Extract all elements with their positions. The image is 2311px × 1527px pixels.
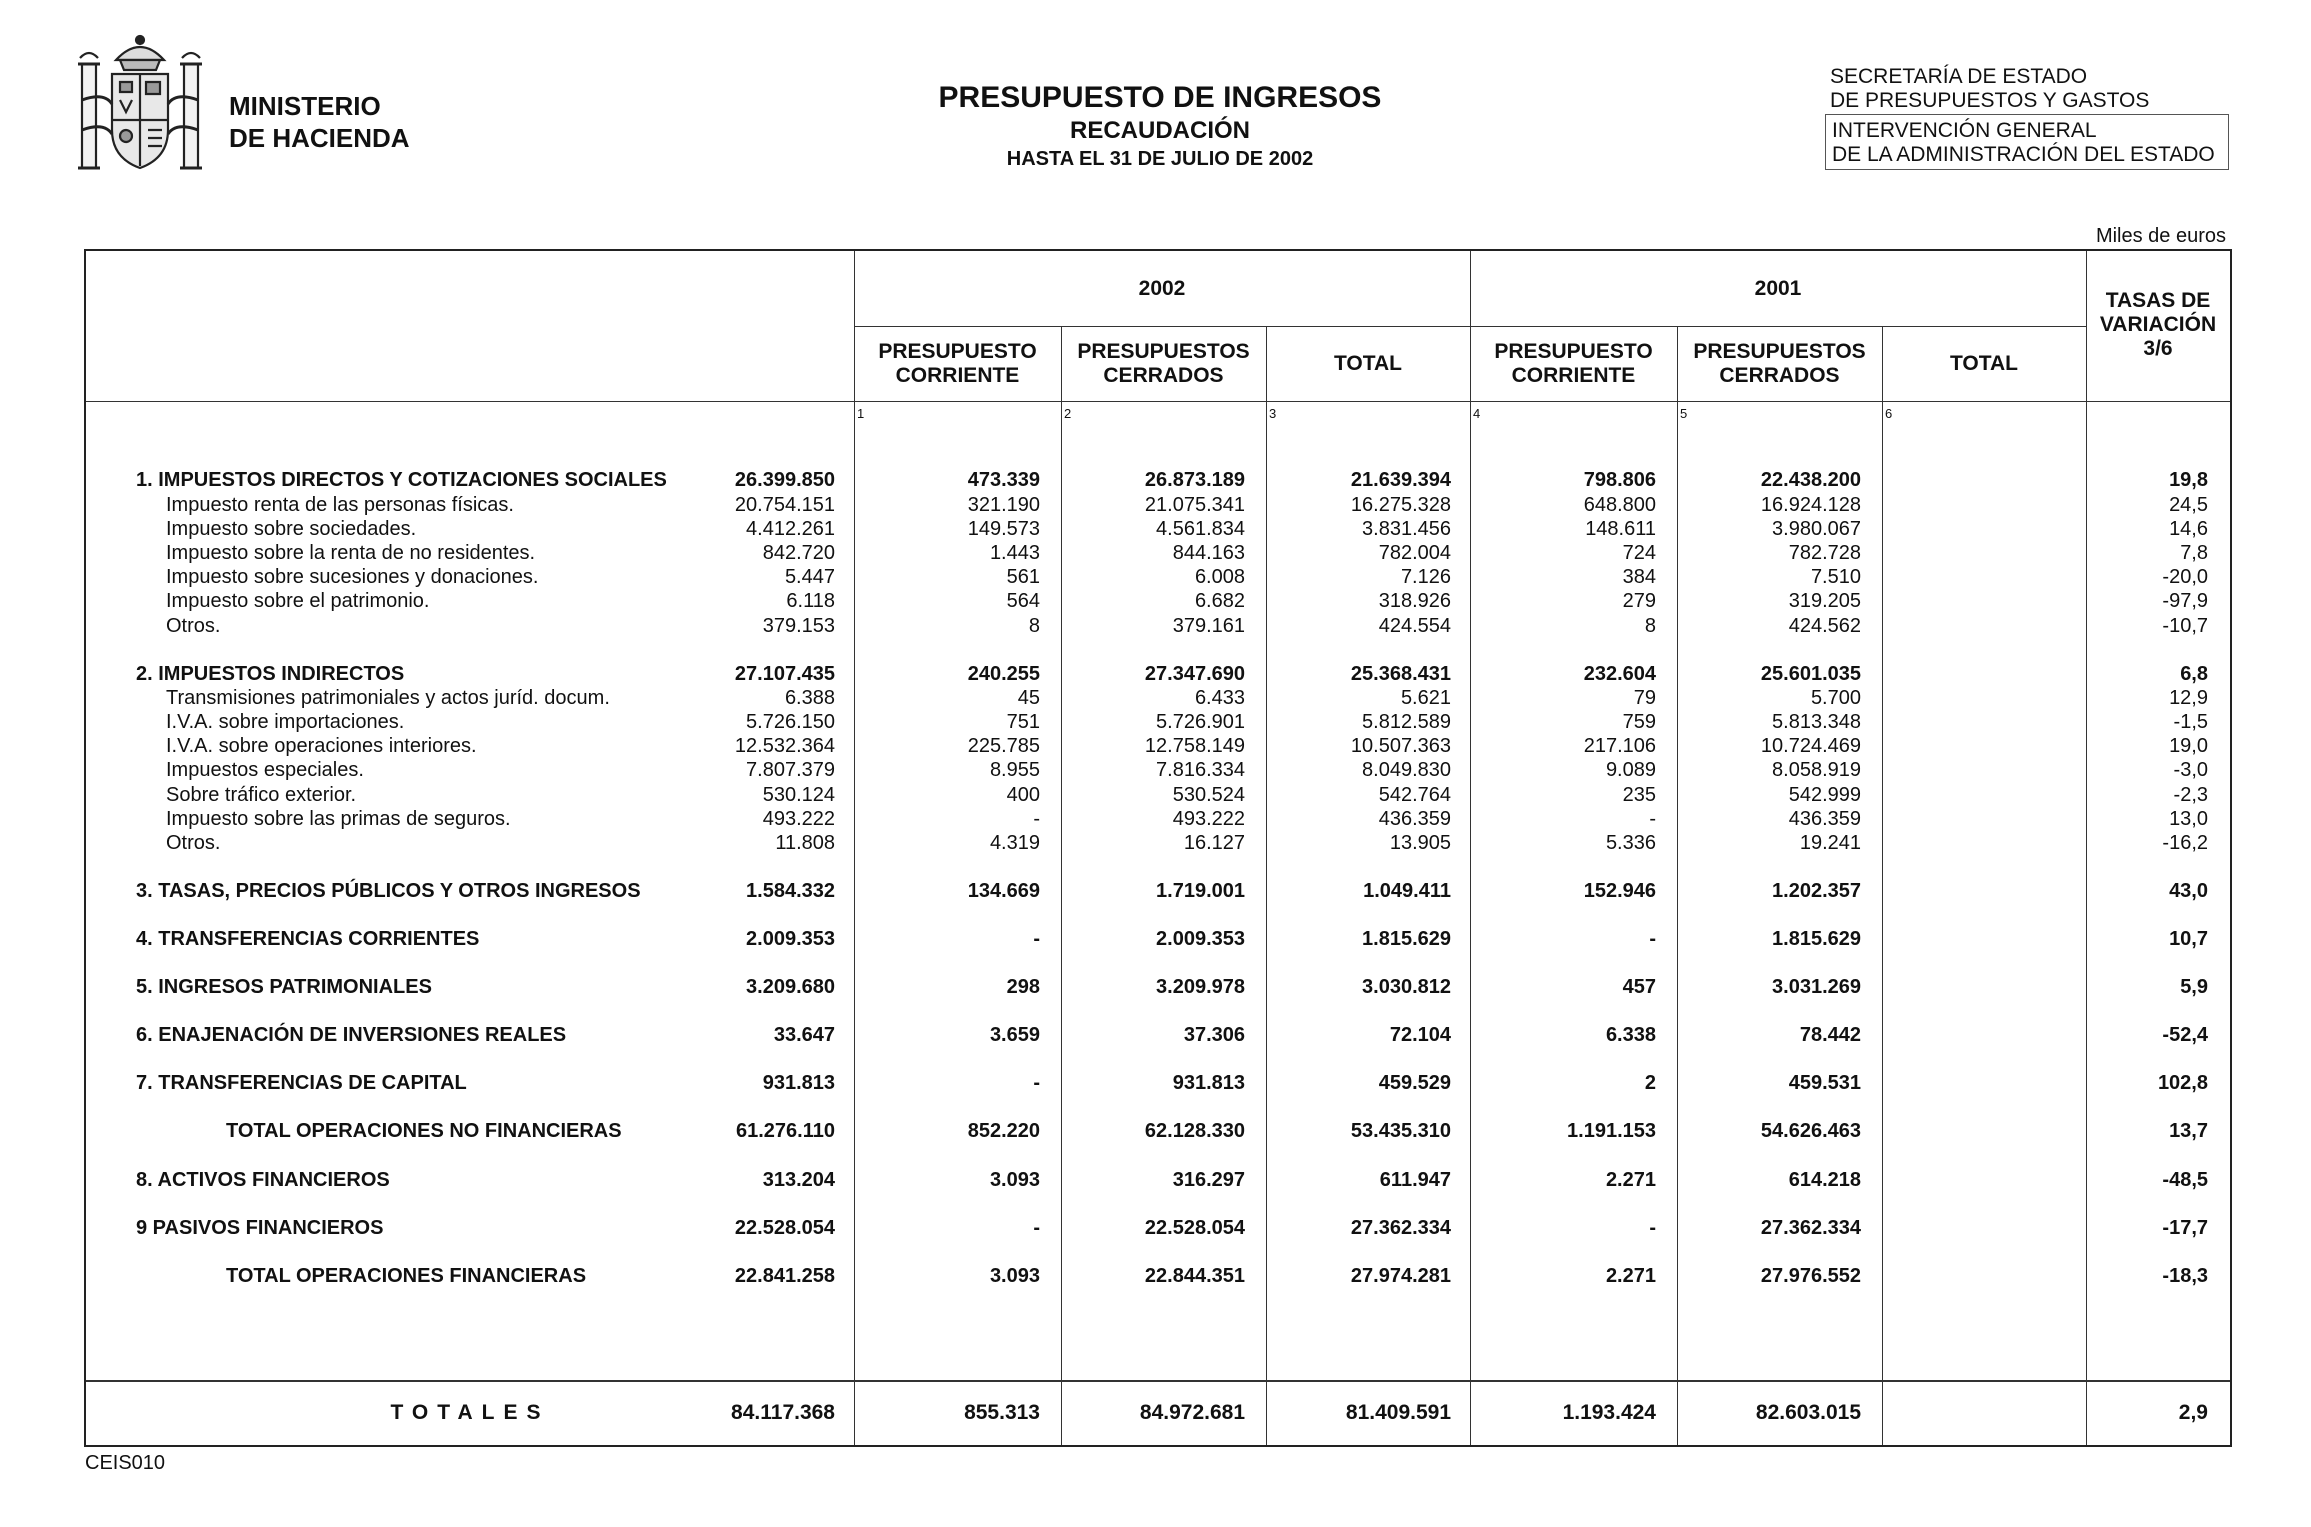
row-value-cell: 3.209.680 [746, 976, 835, 998]
row-value-cell: 542.764 [1378, 784, 1451, 806]
row-value-cell: - [1649, 808, 1656, 830]
row-value-cell: 614.218 [1788, 1169, 1861, 1191]
row-value-cell: 384 [1622, 566, 1656, 588]
row-value-cell: 319.205 [1788, 590, 1861, 612]
row-label: TOTAL OPERACIONES NO FINANCIERAS [226, 1120, 622, 1142]
row-value-cell: 9.089 [1605, 759, 1656, 781]
row-value-cell: 21.639.394 [1350, 469, 1451, 491]
row-value-cell: 235 [1622, 784, 1656, 806]
row-value-cell: 7.807.379 [746, 759, 835, 781]
table-row [86, 686, 2230, 710]
row-value-cell: 149.573 [967, 518, 1040, 540]
row-value-cell: 530.124 [762, 784, 835, 806]
row-value-cell: 6.388 [784, 687, 835, 709]
header-text: CORRIENTE [1511, 364, 1636, 387]
row-value-cell: -10,7 [2162, 615, 2208, 637]
row-value-cell: 54.626.463 [1760, 1120, 1861, 1142]
row-value-cell: 2.009.353 [746, 928, 835, 950]
row-value-cell: 798.806 [1583, 469, 1656, 491]
row-value-cell: 400 [1006, 784, 1040, 806]
header-text: VARIACIÓN [2099, 313, 2217, 336]
row-value-cell: 424.554 [1378, 615, 1451, 637]
row-label: 5. INGRESOS PATRIMONIALES [136, 976, 432, 998]
totals-label: TOTALES [390, 1401, 550, 1424]
document-title-block [760, 80, 1560, 172]
column-number: 1 [857, 406, 865, 421]
header-text: CERRADOS [1103, 364, 1224, 387]
row-value-cell: 279 [1622, 590, 1656, 612]
row-value-cell: 43,0 [2169, 880, 2208, 902]
form-code: CEIS010 [85, 1452, 166, 1474]
totals-cell: 855.313 [964, 1401, 1040, 1424]
row-value-cell: 4.412.261 [746, 518, 835, 540]
row-label: 4. TRANSFERENCIAS CORRIENTES [136, 928, 480, 950]
row-value-cell: 782.004 [1378, 542, 1451, 564]
ministry-name [229, 90, 410, 154]
row-value-cell: 19.241 [1799, 832, 1861, 854]
row-value-cell: 12.532.364 [734, 735, 835, 757]
row-label: 1. IMPUESTOS DIRECTOS Y COTIZACIONES SOCIALES [136, 469, 667, 491]
row-value-cell: 14,6 [2169, 518, 2208, 540]
totals-cell: 82.603.015 [1755, 1401, 1861, 1424]
row-value-cell: 5.812.589 [1362, 711, 1451, 733]
header-text: PRESUPUESTOS [1077, 340, 1250, 363]
header-presupuesto-corriente-2001 [1470, 327, 1677, 401]
row-value-cell: - [1033, 808, 1040, 830]
row-value-cell: 61.276.110 [736, 1120, 835, 1142]
row-label: I.V.A. sobre importaciones. [166, 711, 405, 733]
row-value-cell: 6.008 [1194, 566, 1245, 588]
row-value-cell: 564 [1006, 590, 1040, 612]
table-row [86, 1023, 2230, 1047]
row-value-cell: 493.222 [762, 808, 835, 830]
row-value-cell: 852.220 [967, 1120, 1040, 1142]
table-row [86, 468, 2230, 492]
totals-cell: 81.409.591 [1345, 1401, 1451, 1424]
year-2002-header: 2002 [1138, 276, 1186, 300]
row-value-cell: 3.093 [989, 1169, 1040, 1191]
header-text: CORRIENTE [895, 364, 1020, 387]
header-text: PRESUPUESTOS [1693, 340, 1866, 363]
row-value-cell: -16,2 [2162, 832, 2208, 854]
row-value-cell: 21.075.341 [1144, 494, 1245, 516]
row-value-cell: 931.813 [1172, 1072, 1245, 1094]
table-row [86, 1264, 2230, 1288]
row-value-cell: 10.507.363 [1350, 735, 1451, 757]
row-value-cell: 8 [1028, 615, 1040, 637]
row-value-cell: 4.319 [989, 832, 1040, 854]
table-row [86, 975, 2230, 999]
row-value-cell: - [1649, 928, 1656, 950]
table-row [86, 517, 2230, 541]
row-value-cell: 493.222 [1172, 808, 1245, 830]
table-row [86, 758, 2230, 782]
table-row [86, 662, 2230, 686]
row-value-cell: 459.531 [1788, 1072, 1861, 1094]
ministry-line-1: MINISTERIO [229, 91, 381, 121]
row-value-cell: 3.031.269 [1772, 976, 1861, 998]
row-value-cell: 24,5 [2169, 494, 2208, 516]
row-value-cell: 13.905 [1389, 832, 1451, 854]
header-text: PRESUPUESTO [1494, 340, 1653, 363]
totals-cell: 84.117.368 [731, 1401, 835, 1424]
row-value-cell: 26.873.189 [1144, 469, 1245, 491]
row-value-cell: 611.947 [1379, 1169, 1451, 1191]
table-row [86, 493, 2230, 517]
row-value-cell: 782.728 [1788, 542, 1861, 564]
row-value-cell: 457 [1622, 976, 1656, 998]
row-value-cell: 1.584.332 [746, 880, 835, 902]
row-value-cell: 298 [1006, 976, 1040, 998]
totals-rule [86, 1380, 2230, 1382]
header-presupuestos-cerrados-2001 [1677, 327, 1882, 401]
row-value-cell: 11.808 [775, 832, 835, 854]
coat-of-arms-icon [76, 30, 204, 182]
column-number: 5 [1680, 406, 1688, 421]
table-row [86, 1168, 2230, 1192]
row-value-cell: 22.844.351 [1144, 1265, 1245, 1287]
row-value-cell: 648.800 [1583, 494, 1656, 516]
row-value-cell: 561 [1006, 566, 1040, 588]
row-label: 2. IMPUESTOS INDIRECTOS [136, 663, 405, 685]
table-row [86, 565, 2230, 589]
row-value-cell: 530.524 [1172, 784, 1245, 806]
row-value-cell: 6.682 [1194, 590, 1245, 612]
row-value-cell: 1.815.629 [1772, 928, 1861, 950]
secretaria-line-1: SECRETARÍA DE ESTADO [1830, 65, 2088, 88]
intervencion-line-2: DE LA ADMINISTRACIÓN DEL ESTADO [1832, 143, 2215, 166]
row-value-cell: 62.128.330 [1144, 1120, 1245, 1142]
row-value-cell: 33.647 [773, 1024, 835, 1046]
table-row [86, 879, 2230, 903]
row-value-cell: 152.946 [1583, 880, 1656, 902]
document-subtitle: RECAUDACIÓN [1070, 117, 1250, 144]
row-value-cell: 6,8 [2180, 663, 2208, 685]
row-value-cell: 1.191.153 [1567, 1120, 1656, 1142]
header-tasas-variacion [2086, 289, 2230, 369]
row-value-cell: 240.255 [967, 663, 1040, 685]
row-value-cell: 7.126 [1400, 566, 1451, 588]
header-bottom-rule [86, 401, 2230, 402]
row-value-cell: 27.976.552 [1760, 1265, 1861, 1287]
row-value-cell: -97,9 [2162, 590, 2208, 612]
row-value-cell: 37.306 [1183, 1024, 1245, 1046]
row-value-cell: 5.621 [1400, 687, 1451, 709]
row-value-cell: 3.980.067 [1772, 518, 1861, 540]
row-value-cell: 8.049.830 [1362, 759, 1451, 781]
header-text: CERRADOS [1719, 364, 1840, 387]
header-total-2001: TOTAL [1949, 352, 2019, 375]
table-row [86, 710, 2230, 734]
document-title: PRESUPUESTO DE INGRESOS [938, 81, 1382, 114]
row-value-cell: 22.528.054 [734, 1217, 835, 1239]
column-number: 3 [1269, 406, 1277, 421]
row-label: Otros. [166, 832, 221, 854]
row-label: TOTAL OPERACIONES FINANCIERAS [226, 1265, 587, 1287]
secretaria-block [1830, 65, 2149, 113]
row-value-cell: 2.271 [1605, 1169, 1656, 1191]
table-row [86, 831, 2230, 855]
row-value-cell: 459.529 [1378, 1072, 1451, 1094]
row-value-cell: 2.009.353 [1156, 928, 1245, 950]
column-number: 2 [1064, 406, 1072, 421]
row-value-cell: 10,7 [2169, 928, 2208, 950]
row-value-cell: 759 [1622, 711, 1656, 733]
row-value-cell: 102,8 [2157, 1072, 2208, 1094]
secretaria-line-2: DE PRESUPUESTOS Y GASTOS [1830, 89, 2150, 112]
row-value-cell: 5.700 [1810, 687, 1861, 709]
row-value-cell: 45 [1017, 687, 1040, 709]
row-value-cell: 8.955 [989, 759, 1040, 781]
row-label: 7. TRANSFERENCIAS DE CAPITAL [136, 1072, 467, 1094]
row-value-cell: 318.926 [1378, 590, 1451, 612]
totals-cell: 1.193.424 [1562, 1401, 1656, 1424]
row-value-cell: - [1033, 1217, 1040, 1239]
row-value-cell: 26.399.850 [734, 469, 835, 491]
row-value-cell: 217.106 [1583, 735, 1656, 757]
row-value-cell: 25.368.431 [1350, 663, 1451, 685]
row-value-cell: 3.659 [989, 1024, 1040, 1046]
row-value-cell: 7,8 [2180, 542, 2208, 564]
row-value-cell: 27.362.334 [1760, 1217, 1861, 1239]
row-value-cell: 6.338 [1605, 1024, 1656, 1046]
row-label: 6. ENAJENACIÓN DE INVERSIONES REALES [136, 1024, 567, 1046]
row-label: Impuesto renta de las personas físicas. [166, 494, 514, 516]
row-value-cell: 844.163 [1172, 542, 1245, 564]
header-text: 3/6 [2143, 337, 2173, 360]
table-row [86, 589, 2230, 613]
row-value-cell: 27.362.334 [1350, 1217, 1451, 1239]
row-label: I.V.A. sobre operaciones interiores. [166, 735, 477, 757]
row-value-cell: 8 [1644, 615, 1656, 637]
row-value-cell: - [1033, 928, 1040, 950]
row-value-cell: 78.442 [1799, 1024, 1861, 1046]
intervencion-line-1: INTERVENCIÓN GENERAL [1832, 119, 2097, 142]
document-period: HASTA EL 31 DE JULIO DE 2002 [1006, 148, 1314, 170]
row-label: Impuesto sobre la renta de no residentes. [166, 542, 536, 564]
row-label: Transmisiones patrimoniales y actos juríd. docum. [166, 687, 610, 709]
row-value-cell: -2,3 [2173, 784, 2208, 806]
row-value-cell: 379.153 [762, 615, 835, 637]
row-value-cell: 12,9 [2169, 687, 2208, 709]
row-value-cell: 72.104 [1389, 1024, 1451, 1046]
row-value-cell: 10.724.469 [1760, 735, 1861, 757]
totals-row [86, 1399, 2230, 1427]
row-value-cell: 5.336 [1605, 832, 1656, 854]
row-value-cell: - [1033, 1072, 1040, 1094]
totals-cell: 84.972.681 [1139, 1401, 1245, 1424]
row-label: Otros. [166, 615, 221, 637]
row-value-cell: - [1649, 1217, 1656, 1239]
row-value-cell: 2.271 [1605, 1265, 1656, 1287]
table-row [86, 783, 2230, 807]
row-value-cell: 53.435.310 [1350, 1120, 1451, 1142]
table-row [86, 614, 2230, 638]
row-value-cell: 27.347.690 [1144, 663, 1245, 685]
row-value-cell: 16.275.328 [1350, 494, 1451, 516]
row-label: Impuesto sobre el patrimonio. [166, 590, 430, 612]
row-label: 9 PASIVOS FINANCIEROS [136, 1217, 384, 1239]
row-value-cell: 148.611 [1585, 518, 1656, 540]
row-value-cell: 542.999 [1788, 784, 1861, 806]
row-value-cell: 5.726.150 [746, 711, 835, 733]
row-value-cell: 1.719.001 [1156, 880, 1245, 902]
row-value-cell: 316.297 [1172, 1169, 1245, 1191]
row-value-cell: 7.816.334 [1156, 759, 1245, 781]
row-value-cell: -52,4 [2162, 1024, 2208, 1046]
row-value-cell: 473.339 [967, 469, 1040, 491]
row-value-cell: 22.438.200 [1760, 469, 1861, 491]
table-row [86, 541, 2230, 565]
row-value-cell: 27.107.435 [734, 663, 835, 685]
row-value-cell: 20.754.151 [734, 494, 835, 516]
row-value-cell: 842.720 [762, 542, 835, 564]
row-value-cell: 751 [1006, 711, 1040, 733]
row-value-cell: 8.058.919 [1772, 759, 1861, 781]
row-value-cell: 12.758.149 [1144, 735, 1245, 757]
column-number: 4 [1473, 406, 1481, 421]
row-value-cell: 22.528.054 [1144, 1217, 1245, 1239]
row-value-cell: 1.049.411 [1363, 880, 1451, 902]
row-value-cell: 436.359 [1378, 808, 1451, 830]
row-value-cell: 232.604 [1583, 663, 1656, 685]
row-value-cell: 19,0 [2169, 735, 2208, 757]
revenue-table [84, 249, 2232, 1447]
row-value-cell: 321.190 [967, 494, 1040, 516]
row-value-cell: 5.813.348 [1772, 711, 1861, 733]
row-value-cell: 225.785 [967, 735, 1040, 757]
row-label: Impuesto sobre las primas de seguros. [166, 808, 511, 830]
row-value-cell: 931.813 [762, 1072, 835, 1094]
totals-cell: 2,9 [2178, 1401, 2208, 1424]
units-label: Miles de euros [2095, 225, 2226, 247]
row-value-cell: 6.433 [1194, 687, 1245, 709]
row-value-cell: 27.974.281 [1350, 1265, 1451, 1287]
row-value-cell: 5.447 [784, 566, 835, 588]
row-value-cell: 7.510 [1810, 566, 1861, 588]
year-2001-header: 2001 [1754, 276, 1802, 300]
intervencion-box [1825, 114, 2229, 170]
column-number: 6 [1885, 406, 1893, 421]
row-value-cell: 3.093 [989, 1265, 1040, 1287]
row-value-cell: 13,7 [2169, 1120, 2208, 1142]
row-value-cell: 25.601.035 [1760, 663, 1861, 685]
row-value-cell: 379.161 [1172, 615, 1245, 637]
row-value-cell: 6.118 [786, 590, 835, 612]
row-value-cell: 16.924.128 [1760, 494, 1861, 516]
row-value-cell: -17,7 [2162, 1217, 2208, 1239]
row-value-cell: 724 [1622, 542, 1656, 564]
row-value-cell: 313.204 [762, 1169, 835, 1191]
header-total-2002: TOTAL [1333, 352, 1403, 375]
row-value-cell: 424.562 [1788, 615, 1861, 637]
row-value-cell: 3.209.978 [1156, 976, 1245, 998]
row-value-cell: -18,3 [2162, 1265, 2208, 1287]
row-value-cell: 1.815.629 [1362, 928, 1451, 950]
row-value-cell: 3.831.456 [1362, 518, 1451, 540]
row-value-cell: 3.030.812 [1362, 976, 1451, 998]
row-label: Impuesto sobre sociedades. [166, 518, 417, 540]
row-value-cell: 1.443 [989, 542, 1040, 564]
table-row [86, 927, 2230, 951]
row-value-cell: -48,5 [2162, 1169, 2208, 1191]
table-row [86, 1216, 2230, 1240]
row-value-cell: 5,9 [2180, 976, 2208, 998]
row-label: Impuesto sobre sucesiones y donaciones. [166, 566, 539, 588]
table-row [86, 1119, 2230, 1143]
row-value-cell: -3,0 [2173, 759, 2208, 781]
row-value-cell: 19,8 [2169, 469, 2208, 491]
row-value-cell: -20,0 [2162, 566, 2208, 588]
row-value-cell: 1.202.357 [1772, 880, 1861, 902]
row-value-cell: 13,0 [2169, 808, 2208, 830]
table-row [86, 1071, 2230, 1095]
row-value-cell: 2 [1644, 1072, 1656, 1094]
row-value-cell: 16.127 [1183, 832, 1245, 854]
row-value-cell: 4.561.834 [1156, 518, 1245, 540]
row-label: 3. TASAS, PRECIOS PÚBLICOS Y OTROS INGRESOS [136, 880, 641, 902]
ministry-line-2: DE HACIENDA [229, 123, 410, 153]
header-presupuesto-corriente-2002 [854, 327, 1061, 401]
row-label: 8. ACTIVOS FINANCIEROS [136, 1169, 390, 1191]
row-value-cell: 79 [1633, 687, 1656, 709]
row-label: Impuestos especiales. [166, 759, 364, 781]
table-row [86, 734, 2230, 758]
header-text: PRESUPUESTO [878, 340, 1037, 363]
row-value-cell: 5.726.901 [1156, 711, 1245, 733]
row-value-cell: 134.669 [967, 880, 1040, 902]
header-presupuestos-cerrados-2002 [1061, 327, 1266, 401]
header-text: TASAS DE [2105, 289, 2211, 312]
row-label: Sobre tráfico exterior. [166, 784, 357, 806]
table-row [86, 807, 2230, 831]
row-value-cell: 22.841.258 [734, 1265, 835, 1287]
row-value-cell: 436.359 [1788, 808, 1861, 830]
row-value-cell: -1,5 [2173, 711, 2208, 733]
